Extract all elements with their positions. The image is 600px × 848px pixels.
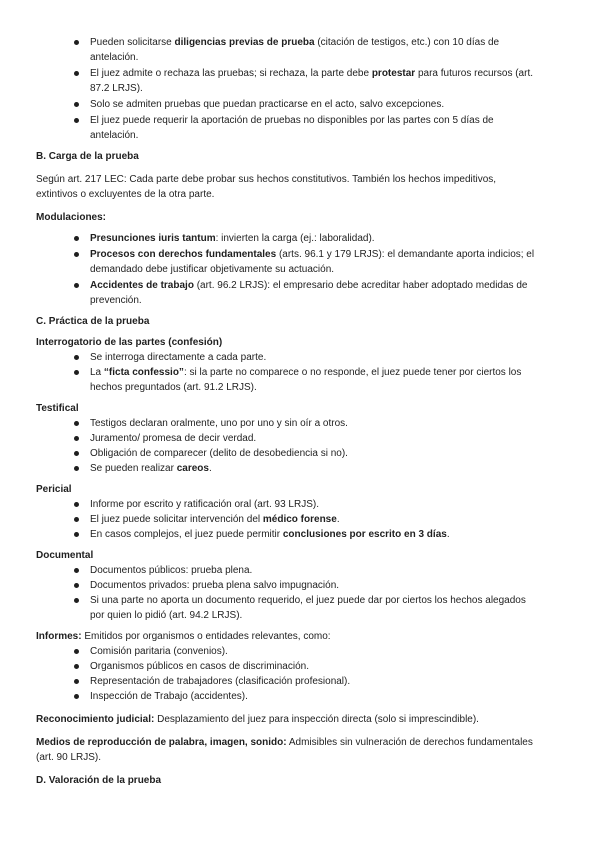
modulaciones-list (36, 231, 538, 308)
section-b-heading: B. Carga de la prueba (36, 151, 139, 162)
informes-list (36, 644, 538, 704)
informes-paragraph: Informes: Emitidos por organismos o entidades relevantes, como: (36, 631, 331, 642)
section-d-heading: D. Valoración de la prueba (36, 775, 162, 786)
list-item: Pueden solicitarse diligencias previas de prueba (citación de testigos, etc.) con 10 días de antelación. (90, 35, 538, 65)
list-item: Representación de trabajadores (clasificación profesional). (90, 674, 538, 689)
list-item: Documentos privados: prueba plena salvo impugnación. (90, 578, 538, 593)
list-item: Juramento/ promesa de decir verdad. (90, 431, 538, 446)
reconocimiento-paragraph: Reconocimiento judicial: Desplazamiento del juez para inspección directa (solo si imprescindible). (36, 714, 479, 725)
medios-paragraph: Medios de reproducción de palabra, imagen, sonido: Admisibles sin vulneración de derechos fundamentales (art. 90 LRJS). (36, 737, 533, 763)
list-item: El juez puede requerir la aportación de pruebas no disponibles por las partes con 5 días de antelación. (90, 113, 538, 143)
interrogatorio-list (36, 350, 538, 395)
list-item: Organismos públicos en casos de discriminación. (90, 659, 538, 674)
section-b-paragraph: Según art. 217 LEC: Cada parte debe probar sus hechos constitutivos. También los hechos impeditivos, extintivos o excluyentes de la otra parte. (36, 174, 497, 200)
interrogatorio-heading: Interrogatorio de las partes (confesión) (36, 337, 223, 348)
modulaciones-heading: Modulaciones: (36, 212, 107, 223)
pericial-heading: Pericial (36, 484, 72, 495)
list-item: Informe por escrito y ratificación oral (art. 93 LRJS). (90, 497, 538, 512)
list-item: Inspección de Trabajo (accidentes). (90, 689, 538, 704)
list-item: Accidentes de trabajo (art. 96.2 LRJS): el empresario debe acreditar haber adoptado medidas de prevención. (90, 278, 538, 308)
list-item: Testigos declaran oralmente, uno por uno y sin oír a otros. (90, 416, 538, 431)
list-item: Presunciones iuris tantum: invierten la carga (ej.: laboralidad). (90, 231, 538, 246)
documental-heading: Documental (36, 550, 94, 561)
list-item: Solo se admiten pruebas que puedan practicarse en el acto, salvo excepciones. (90, 97, 538, 112)
pericial-list (36, 497, 538, 542)
intro-list (36, 35, 538, 143)
list-item: Comisión paritaria (convenios). (90, 644, 538, 659)
testifical-list (36, 416, 538, 476)
list-item: Se pueden realizar careos. (90, 461, 538, 476)
list-item: En casos complejos, el juez puede permitir conclusiones por escrito en 3 días. (90, 527, 538, 542)
list-item: El juez admite o rechaza las pruebas; si rechaza, la parte debe protestar para futuros recursos (art. 87.2 LRJS). (90, 66, 538, 96)
list-item: Documentos públicos: prueba plena. (90, 563, 538, 578)
section-c-heading: C. Práctica de la prueba (36, 316, 150, 327)
list-item: Se interroga directamente a cada parte. (90, 350, 538, 365)
testifical-heading: Testifical (36, 403, 79, 414)
list-item: El juez puede solicitar intervención del médico forense. (90, 512, 538, 527)
list-item: La “ficta confessio”: si la parte no comparece o no responde, el juez puede tener por ciertos los hechos preguntados (art. 91.2 LRJS). (90, 365, 538, 395)
documental-list (36, 563, 538, 623)
list-item: Procesos con derechos fundamentales (arts. 96.1 y 179 LRJS): el demandante aporta indicios; el demandado debe justificar objetivamente su actuación. (90, 247, 538, 277)
list-item: Si una parte no aporta un documento requerido, el juez puede dar por ciertos los hechos alegados por quien lo pidió (art. 94.2 LRJS). (90, 593, 538, 623)
list-item: Obligación de comparecer (delito de desobediencia si no). (90, 446, 538, 461)
